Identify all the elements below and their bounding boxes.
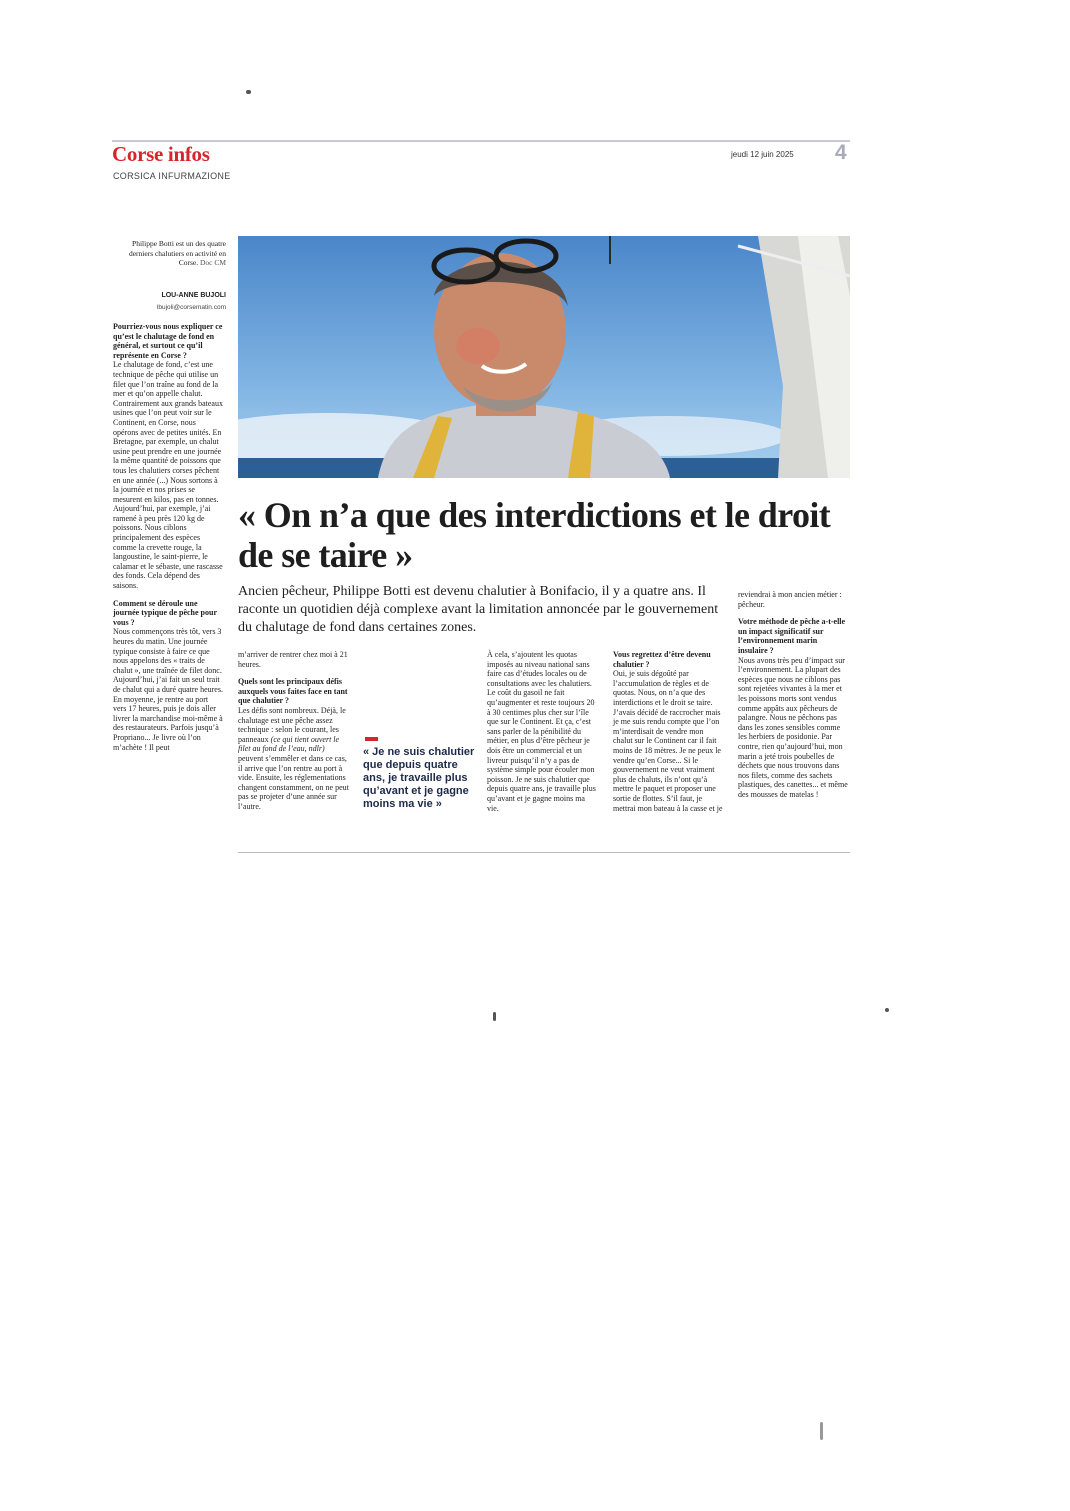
scan-speck xyxy=(820,1422,823,1440)
section-title: Corse infos xyxy=(112,142,210,166)
article-column-1 xyxy=(113,322,223,752)
question-2: Comment se déroule une journée typique de pêche pour vous ? xyxy=(113,598,217,627)
photo-credit: Doc CM xyxy=(199,258,226,267)
scan-speck xyxy=(493,1012,496,1021)
headline: « On n’a que des interdictions et le droit de se taire » xyxy=(238,495,831,575)
photo-illustration xyxy=(238,236,850,478)
scan-speck xyxy=(885,1008,889,1012)
article-photo xyxy=(238,236,850,478)
question-1: Pourriez-vous nous expliquer ce qu’est le chalutage de fond en général, et surtout ce qu’il représente en Corse ? xyxy=(113,322,223,360)
header-rule xyxy=(112,140,850,142)
article-column-3 xyxy=(487,650,597,813)
answer-3-end: peuvent s’emmêler et dans ce cas, il arrive que l’on rentre au port à vide. Ensuite, les réglementations changent constamment, on ne peut pas se projeter d’une année sur l’autre. xyxy=(238,753,349,811)
answer-1: Le chalutage de fond, c’est une technique de pêche qui utilise un filet que l’on traîne au fond de la mer et qu’on appelle chalut. Contrairement aux grands bateaux usines que l’on peut voir sur le Continent, en Corse, nous opérons avec de petites unités. En Bretagne, par exemple, un chalut usine peut prendre en une journée la même quantité de poissons que tous les chalutiers corses pêchent en une année (...) Nous sortons à la journée et nos prises se mesurent en kilos, pas en tonnes. Aujourd’hui, par exemple, j’ai ramené à peu près 120 kg de poissons. Nous ciblons principalement des espèces comme la crevette rouge, la langoustine, le saint-pierre, le calamar et le sébaste, une rascasse des fonds. Cela dépend des saisons. xyxy=(113,360,223,591)
author-email: lbujoli@corsematin.com xyxy=(156,304,226,311)
answer-3-note: (ce qui tient ouvert le filet au fond de l’eau, ndlr) xyxy=(238,734,340,754)
caption-text: Philippe Botti est un des quatre derniers chalutiers en activité en Corse. xyxy=(128,239,226,267)
article-column-5 xyxy=(738,590,848,799)
scan-speck xyxy=(246,90,251,94)
answer-4: Oui, je suis dégoûté par l’accumulation de règles et de quotas. Nous, on n’a que des interdictions et le droit se taire. J’avais décidé de raccrocher mais je me suis rendu compte que l’on m’interdisait de vendre mon chalut sur le Continent car il fait moins de 18 mètres. Je ne peux le vendre qu’en Corse... Si le gouvernement ne veut vraiment plus de chaluts, ils n’ont qu’à mettre le paquet et proposer une sortie de flottes. S’il faut, je mettrai mon bateau à la casse et je xyxy=(613,669,723,813)
answer-3-continued: À cela, s’ajoutent les quotas imposés au niveau national sans faire cas d’études locales ou de consultations avec les chalutiers. Le coût du gasoil ne fait qu’augmenter et reste toujours 20 à 30 centimes plus cher sur l’île que sur le Continent. Et ça, c’est sans parler de la pénibilité du métier, en plus d’être pêcheur je dois être un commercial et un livreur puisqu’il n’y a pas de système simple pour écouler mon poisson. Je ne suis chalutier que depuis quatre ans, je travaille plus qu’avant et je gagne moins ma vie. xyxy=(487,650,596,813)
answer-2-continued: m’arriver de rentrer chez moi à 21 heures. xyxy=(238,650,348,669)
answer-5: Nous avons très peu d’impact sur l’environnement. La plupart des espèces que nous ne ciblons pas sont rejetées vivantes à la mer et les poissons morts sont vendus comme appâts aux pêcheurs de palangre. Nous ne pêchons pas dans les zones sensibles comme les herbiers de posidonie. Par contre, rien qu’aujourd’hui, mon marin a jeté trois poubelles de déchets que nous trouvons dans nos filets, comme des sachets plastiques, des canettes... et même des mousses de matelas ! xyxy=(738,655,848,799)
answer-4-continued: reviendrai à mon ancien métier : pêcheur. xyxy=(738,590,842,609)
question-5: Votre méthode de pêche a-t-elle un impact significatif sur l’environnement marin insulaire ? xyxy=(738,617,846,655)
photo-caption xyxy=(112,239,226,268)
question-3: Quels sont les principaux défis auxquels vous faites face en tant que chalutier ? xyxy=(238,677,348,706)
pull-quote-accent xyxy=(365,737,378,741)
answer-3-start: Les défis sont nombreux. Déjà, le chalutage est une pêche assez technique : selon le courant, les panneaux xyxy=(238,705,346,744)
question-4: Vous regrettez d’être devenu chalutier ? xyxy=(613,650,711,669)
pull-quote: « Je ne suis chalutier que depuis quatre ans, je travaille plus qu’avant et je gagne moins ma vie » xyxy=(363,746,475,810)
article-column-4 xyxy=(613,650,723,813)
answer-2: Nous commençons très tôt, vers 3 heures du matin. Une journée typique consiste à faire ce que nous appelons des « traits de chalut », une traînée de filet donc. Aujourd’hui, j’ai fait un seul trait de chalut qui a duré quatre heures. En moyenne, je rentre au port vers 17 heures, puis je dois aller livrer la marchandise moi-même à des restaurateurs. Parfois jusqu’à Propriano... Je livre où l’on m’achète ! Il peut xyxy=(113,627,223,752)
section-subtitle: CORSICA INFURMAZIONE xyxy=(113,171,231,181)
page-number: 4 xyxy=(835,141,847,164)
author-name: LOU-ANNE BUJOLI xyxy=(161,292,226,299)
lede-paragraph: Ancien pêcheur, Philippe Botti est devenu chalutier à Bonifacio, il y a quatre ans. Il raconte un quotidien déjà complexe avant la limitation annoncée par le gouvernement du chalutage de fond dans certaines zones. xyxy=(238,584,719,635)
article-bottom-rule xyxy=(238,852,850,853)
issue-date: jeudi 12 juin 2025 xyxy=(731,150,794,159)
article-column-2 xyxy=(238,650,350,812)
answer-3 xyxy=(238,706,350,812)
